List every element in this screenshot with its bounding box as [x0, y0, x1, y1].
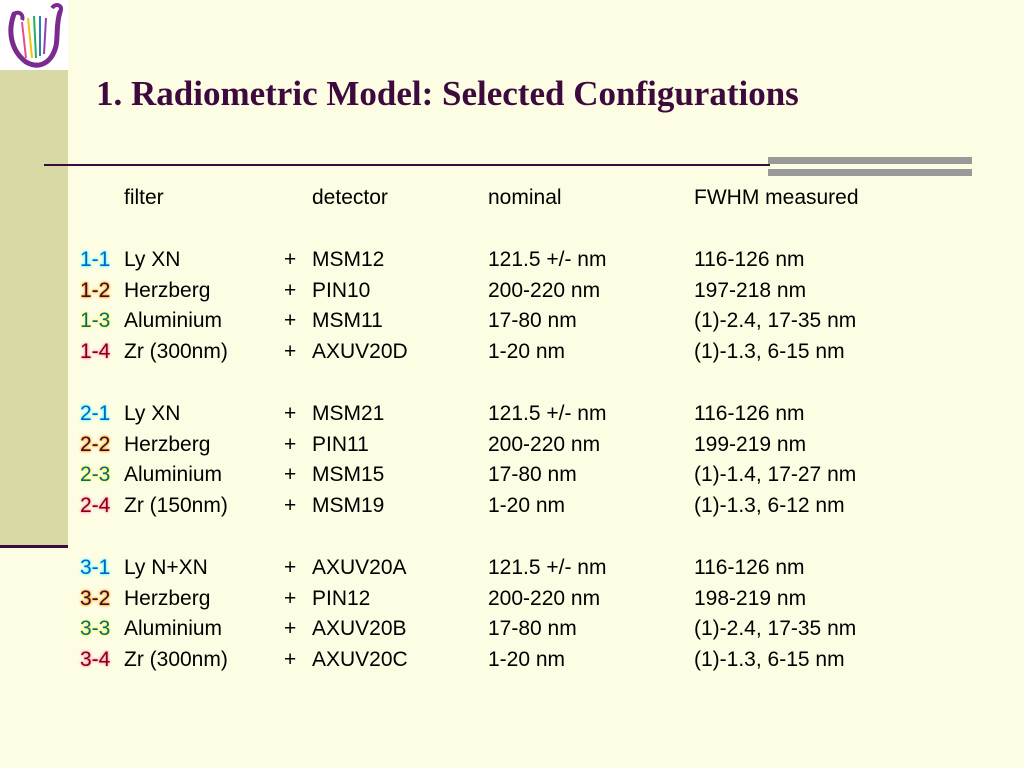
- plus-cell: +: [284, 248, 297, 271]
- filter-cell: Aluminium: [124, 617, 223, 641]
- fwhm-cell: 198-219 nm: [694, 586, 807, 610]
- header-fwhm: FWHM measured: [694, 186, 859, 209]
- plus-cell: +: [284, 432, 297, 456]
- nominal-cell: 1-20 nm: [488, 494, 566, 518]
- detector-cell: MSM12: [312, 248, 385, 271]
- filter-cell: Aluminium: [124, 463, 223, 487]
- plus-cell: +: [284, 617, 297, 641]
- filter-cell: Ly XN: [124, 402, 181, 425]
- nominal-cell: 121.5 +/- nm: [488, 248, 607, 271]
- config-code: 1-3: [80, 309, 111, 333]
- decorative-bar-top: [768, 157, 972, 164]
- fwhm-cell: 116-126 nm: [694, 556, 805, 579]
- slide-title: 1. Radiometric Model: Selected Configurations: [96, 74, 799, 113]
- detector-cell: MSM19: [312, 494, 385, 518]
- filter-cell: Ly N+XN: [124, 556, 208, 579]
- fwhm-cell: 116-126 nm: [694, 402, 805, 425]
- detector-cell: MSM11: [312, 309, 383, 333]
- config-code: 2-2: [80, 432, 111, 456]
- fwhm-cell: (1)-1.4, 17-27 nm: [694, 463, 857, 487]
- nominal-cell: 200-220 nm: [488, 432, 601, 456]
- plus-cell: +: [284, 402, 297, 425]
- config-code: 3-3: [80, 617, 111, 641]
- lyre-logo: [0, 0, 68, 70]
- fwhm-cell: 197-218 nm: [694, 278, 807, 302]
- detector-cell: AXUV20B: [312, 617, 407, 641]
- plus-cell: +: [284, 494, 297, 518]
- fwhm-cell: 116-126 nm: [694, 248, 805, 271]
- config-code: 1-2: [80, 278, 111, 302]
- fwhm-cell: (1)-1.3, 6-15 nm: [694, 340, 845, 364]
- detector-cell: PIN12: [312, 586, 371, 610]
- nominal-cell: 121.5 +/- nm: [488, 402, 607, 425]
- filter-cell: Zr (300nm): [124, 648, 228, 672]
- nominal-cell: 17-80 nm: [488, 309, 577, 333]
- nominal-cell: 17-80 nm: [488, 463, 577, 487]
- sidebar-divider: [0, 545, 68, 548]
- config-code: 3-1: [80, 556, 111, 579]
- plus-cell: +: [284, 278, 297, 302]
- detector-cell: MSM15: [312, 463, 385, 487]
- plus-cell: +: [284, 309, 297, 333]
- detector-cell: PIN10: [312, 278, 371, 302]
- plus-cell: +: [284, 556, 297, 579]
- fwhm-cell: 199-219 nm: [694, 432, 807, 456]
- header-nominal: nominal: [488, 186, 562, 209]
- config-code: 2-3: [80, 463, 111, 487]
- config-code: 2-1: [80, 402, 111, 425]
- filter-cell: Herzberg: [124, 432, 211, 456]
- plus-cell: +: [284, 586, 297, 610]
- filter-cell: Herzberg: [124, 586, 211, 610]
- fwhm-cell: (1)-2.4, 17-35 nm: [694, 309, 857, 333]
- plus-cell: +: [284, 648, 297, 672]
- header-filter: filter: [124, 186, 164, 209]
- config-code: 3-4: [80, 648, 111, 672]
- config-code: 3-2: [80, 586, 111, 610]
- detector-cell: AXUV20A: [312, 556, 407, 579]
- config-code: 1-4: [80, 340, 111, 364]
- plus-cell: +: [284, 340, 297, 364]
- config-code: 2-4: [80, 494, 111, 518]
- fwhm-cell: (1)-1.3, 6-12 nm: [694, 494, 845, 518]
- header-detector: detector: [312, 186, 388, 209]
- filter-cell: Zr (300nm): [124, 340, 228, 364]
- nominal-cell: 17-80 nm: [488, 617, 577, 641]
- detector-cell: AXUV20C: [312, 648, 408, 672]
- filter-cell: Zr (150nm): [124, 494, 228, 518]
- decorative-bar-bottom: [768, 169, 972, 176]
- plus-cell: +: [284, 463, 297, 487]
- filter-cell: Ly XN: [124, 248, 181, 271]
- nominal-cell: 200-220 nm: [488, 278, 601, 302]
- title-rule: [44, 164, 770, 166]
- nominal-cell: 1-20 nm: [488, 340, 566, 364]
- filter-cell: Herzberg: [124, 278, 211, 302]
- detector-cell: AXUV20D: [312, 340, 408, 364]
- nominal-cell: 121.5 +/- nm: [488, 556, 607, 579]
- nominal-cell: 1-20 nm: [488, 648, 566, 672]
- sidebar-band: [0, 70, 68, 546]
- fwhm-cell: (1)-1.3, 6-15 nm: [694, 648, 845, 672]
- fwhm-cell: (1)-2.4, 17-35 nm: [694, 617, 857, 641]
- config-code: 1-1: [80, 248, 111, 271]
- detector-cell: PIN11: [312, 432, 369, 456]
- filter-cell: Aluminium: [124, 309, 223, 333]
- detector-cell: MSM21: [312, 402, 385, 425]
- nominal-cell: 200-220 nm: [488, 586, 601, 610]
